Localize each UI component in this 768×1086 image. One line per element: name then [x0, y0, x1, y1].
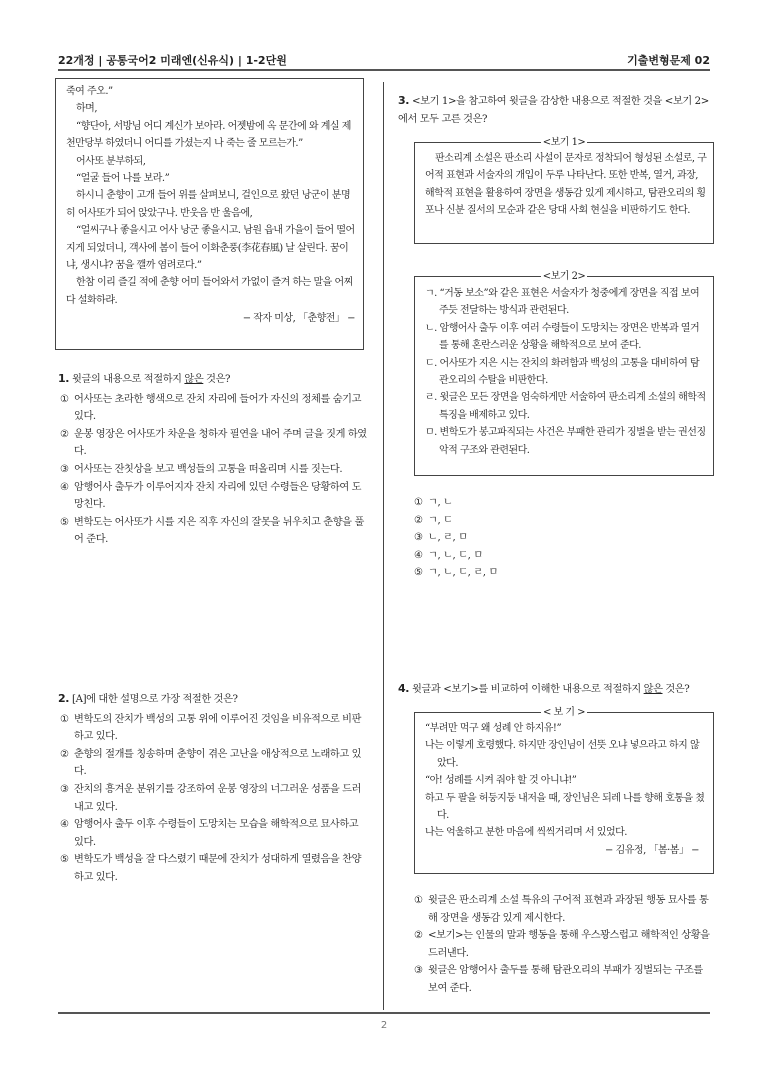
- question-stem: [398, 680, 716, 699]
- box2-item: [425, 355, 707, 390]
- answer-option-3[interactable]: [412, 962, 714, 997]
- answer-option-4[interactable]: [58, 479, 370, 514]
- item-text: 암행어사 출두 이후 여러 수령들이 도망치는 장면은 반복과 열거를 통해 혼란스러운 상황을 해학적으로 보여 준다.: [439, 322, 700, 352]
- question-1: [58, 370, 370, 549]
- option-mark: ②: [60, 748, 69, 760]
- header-doc-title: 기출변형문제 02: [627, 54, 710, 67]
- option-text: 암행어사 출두가 이루어지자 잔치 자리에 있던 수령들은 당황하여 도망친다.: [74, 481, 362, 511]
- reference-box-1: [414, 137, 714, 244]
- option-text: 윗글은 판소리계 소설 특유의 구어적 표현과 과장된 행동 묘사를 통해 장면을 생동감 있게 제시한다.: [428, 895, 709, 924]
- box-caption-text: <보기 1>: [542, 137, 586, 148]
- option-text: 암행어사 출두 이후 수령들이 도망치는 모습을 해학적으로 묘사하고 있다.: [74, 819, 359, 848]
- option-mark: ④: [414, 549, 423, 561]
- option-mark: ①: [414, 497, 423, 508]
- stem-text: 윗글과 <보기>를 비교하여 이해한 내용으로 적절하지: [412, 684, 644, 695]
- option-text: ㄱ, ㄴ, ㄷ, ㅁ: [428, 549, 483, 561]
- item-mark: ㄷ.: [425, 357, 437, 369]
- answer-option-4[interactable]: [412, 547, 712, 565]
- answer-option-2[interactable]: [412, 512, 712, 530]
- box-line: “부려만 먹구 왜 성례 안 하지유!”: [425, 723, 562, 734]
- column-divider: [383, 82, 384, 1010]
- option-text: ㄱ, ㄴ, ㄷ, ㄹ, ㅁ: [428, 567, 498, 579]
- question-stem: [58, 690, 370, 709]
- option-text: 춘향의 절개를 칭송하며 춘향이 겪은 고난을 애상적으로 노래하고 있다.: [74, 748, 362, 778]
- page-number: 2: [380, 1020, 388, 1031]
- option-mark: ②: [414, 930, 423, 942]
- item-text: “거동 보소”와 같은 표현은 서술자가 청중에게 장면을 직접 보여 주듯 전달하는 방식과 관련된다.: [439, 288, 700, 317]
- question-number: 1.: [58, 372, 70, 385]
- answer-option-3[interactable]: [58, 781, 370, 816]
- answer-option-5[interactable]: [412, 564, 712, 582]
- question-4: [398, 680, 716, 699]
- item-text: 변학도가 봉고파직되는 사건은 부패한 관리가 징벌을 받는 권선징악적 구조와 관련된다.: [439, 427, 706, 456]
- question-number: 3.: [398, 94, 410, 107]
- answer-option-5[interactable]: [58, 514, 370, 549]
- answer-option-4[interactable]: [58, 816, 370, 851]
- stem-text: <보기 1>을 참고하여 윗글을 감상한 내용으로 적절한 것을 <보기 2>에서 모두 고른 것은?: [398, 96, 709, 125]
- stem-text: 것은?: [662, 684, 690, 695]
- option-text: ㄴ, ㄹ, ㅁ: [428, 532, 468, 544]
- box2-item: [425, 320, 707, 355]
- answer-option-5[interactable]: [58, 851, 370, 886]
- answer-option-3[interactable]: [412, 529, 712, 547]
- passage-line: 죽여 주오.”: [66, 86, 113, 97]
- stem-text: [A]에 대한 설명으로 가장 적절한 것은?: [72, 694, 238, 705]
- option-text: ㄱ, ㄴ: [428, 497, 453, 508]
- option-mark: ①: [60, 713, 69, 725]
- stem-text: 윗글의 내용으로 적절하지: [72, 374, 185, 385]
- option-text: <보기>는 인물의 말과 행동을 통해 우스꽝스럽고 해학적인 상황을 드러낸다.: [428, 930, 710, 959]
- box-line: 하고 두 팔을 허둥지둥 내저을 때, 장인님은 되레 나를 향해 호통을 쳤다.: [425, 792, 705, 822]
- option-mark: ⑤: [414, 567, 423, 579]
- question-stem: [398, 92, 716, 128]
- box-line: 나는 억울하고 분한 마음에 씩씩거리며 서 있었다.: [425, 827, 627, 839]
- reference-box-2: [414, 271, 714, 476]
- passage-line: 어사또 분부하되,: [76, 155, 146, 167]
- box-line: “아! 성례를 시켜 줘야 할 것 아니냐!”: [425, 775, 577, 787]
- header-course-info: 22개정 | 공통국어2 미래엔(신유식) | 1-2단원: [58, 54, 287, 67]
- box-text: 판소리계 소설은 판소리 사설이 문자로 정착되어 형성된 소설로, 구어적 표현과 서술자의 개입이 두루 나타난다. 또한 반복, 열거, 과장, 해학적 표현을 활용하여 장면을 생동감 있게 제시하고, 탐관오리의 횡포나 신분 질서의 모순과 같은 당대 사회 현실을 비판하기도 한다.: [425, 153, 707, 217]
- option-mark: ⑤: [60, 516, 69, 528]
- option-mark: ①: [414, 895, 423, 906]
- option-text: 잔치의 흥겨운 분위기를 강조하여 운봉 영장의 너그러운 성품을 드러내고 있다.: [74, 783, 362, 813]
- stem-emphasis: 않은: [184, 374, 204, 385]
- answer-option-3[interactable]: [58, 461, 370, 479]
- box-source: − 김유정, 「봄·봄」 −: [605, 844, 699, 856]
- option-mark: ③: [414, 965, 423, 977]
- option-mark: ①: [60, 393, 69, 405]
- passage-line: “얼씨구나 좋을시고 어사 낭군 좋을시고. 남원 읍내 가을이 들어 떨어지게 되었더니, 객사에 봄이 들어 이화춘풍(李花春風) 날 살린다. 꿈이냐, 생시냐? 꿈을 깰까 염려로다.”: [66, 225, 355, 272]
- item-mark: ㄴ.: [425, 322, 437, 334]
- header-rule: [58, 69, 710, 71]
- box-caption-text: < 보 기 >: [542, 707, 586, 718]
- footer-rule: [58, 1012, 710, 1014]
- option-mark: ④: [60, 819, 69, 831]
- stem-emphasis: 않은: [643, 684, 663, 695]
- option-mark: ③: [60, 463, 69, 475]
- answer-option-2[interactable]: [58, 746, 370, 781]
- question-4-options: [412, 892, 714, 998]
- item-mark: ㄱ.: [425, 288, 437, 299]
- passage-line: “향단아, 서방님 어디 계신가 보아라. 어젯밤에 옥 문간에 와 계실 제 천만당부 하였더니 어디를 가셨는지 나 죽는 줄 모르는가.”: [66, 120, 351, 150]
- option-text: 운봉 영장은 어사또가 차운을 청하자 필연을 내어 주며 글을 짓게 하였다.: [74, 428, 367, 458]
- question-stem: [58, 370, 370, 389]
- stem-text: 것은?: [203, 374, 231, 385]
- option-text: 어사또는 잔칫상을 보고 백성들의 고통을 떠올리며 시를 짓는다.: [74, 463, 343, 475]
- box-caption-text: <보기 2>: [542, 271, 586, 282]
- passage-line: 하며,: [76, 103, 97, 115]
- answer-option-1[interactable]: [412, 494, 712, 512]
- item-mark: ㄹ.: [425, 392, 437, 404]
- question-3: [398, 92, 716, 128]
- option-mark: ③: [60, 783, 69, 795]
- question-2: [58, 690, 370, 887]
- box-caption: [415, 704, 713, 721]
- item-mark: ㅁ.: [425, 427, 437, 439]
- answer-option-2[interactable]: [58, 426, 370, 461]
- page-header: [58, 52, 710, 68]
- question-number: 4.: [398, 682, 410, 695]
- option-text: 윗글은 암행어사 출두를 통해 탐관오리의 부패가 징벌되는 구조를 보여 준다.: [428, 965, 703, 994]
- answer-option-2[interactable]: [412, 927, 714, 962]
- answer-option-1[interactable]: [58, 391, 370, 426]
- option-mark: ④: [60, 481, 69, 493]
- option-text: 변학도의 잔치가 백성의 고통 위에 이루어진 것임을 비유적으로 비판하고 있다.: [74, 713, 362, 743]
- item-text: 윗글은 모든 장면을 엄숙하게만 서술하여 판소리계 소설의 해학적 특징을 배제하고 있다.: [439, 392, 706, 421]
- box-line: 나는 이렇게 호령했다. 하지만 장인님이 선뜻 오냐 넣으라고 하지 않았다.: [425, 740, 700, 769]
- passage-line: 하시니 춘향이 고개 들어 위를 살펴보니, 걸인으로 왔던 낭군이 분명히 어사또가 되어 앉았구나. 반웃음 반 울음에,: [66, 190, 351, 219]
- box-caption: [415, 268, 713, 285]
- passage-source: − 작자 미상, 「춘향전」 −: [242, 313, 355, 325]
- option-mark: ⑤: [60, 854, 69, 866]
- option-mark: ③: [414, 532, 423, 544]
- answer-option-1[interactable]: [412, 892, 714, 927]
- box2-item: [425, 389, 707, 424]
- box2-item: [425, 285, 707, 320]
- option-text: 어사또는 초라한 행색으로 잔치 자리에 들어가 자신의 정체를 숨기고 있다.: [74, 393, 362, 423]
- question-number: 2.: [58, 692, 70, 705]
- question-3-options: [412, 494, 712, 582]
- option-text: 변학도가 백성을 잘 다스렸기 때문에 잔치가 성대하게 열렸음을 찬양하고 있다.: [74, 854, 362, 883]
- option-text: 변학도는 어사또가 시를 지은 직후 자신의 잘못을 뉘우치고 춘향을 풀어 준다.: [74, 516, 364, 546]
- passage-line: “얼굴 들어 나를 보라.”: [76, 173, 170, 185]
- box-caption: [415, 134, 713, 151]
- box2-item: [425, 424, 707, 459]
- item-text: 어사또가 지은 시는 잔치의 화려함과 백성의 고통을 대비하여 탐관오리의 수탈을 비판한다.: [439, 357, 700, 387]
- reading-passage: [55, 78, 364, 350]
- reference-box-bogi: [414, 707, 714, 874]
- answer-option-1[interactable]: [58, 711, 370, 746]
- option-mark: ②: [60, 428, 69, 440]
- option-mark: ②: [414, 514, 423, 526]
- option-text: ㄱ, ㄷ: [428, 514, 453, 526]
- passage-line: 한참 이리 즐길 적에 춘향 어미 들어와서 가없이 즐겨 하는 말을 어찌 다 설화하랴.: [66, 277, 353, 306]
